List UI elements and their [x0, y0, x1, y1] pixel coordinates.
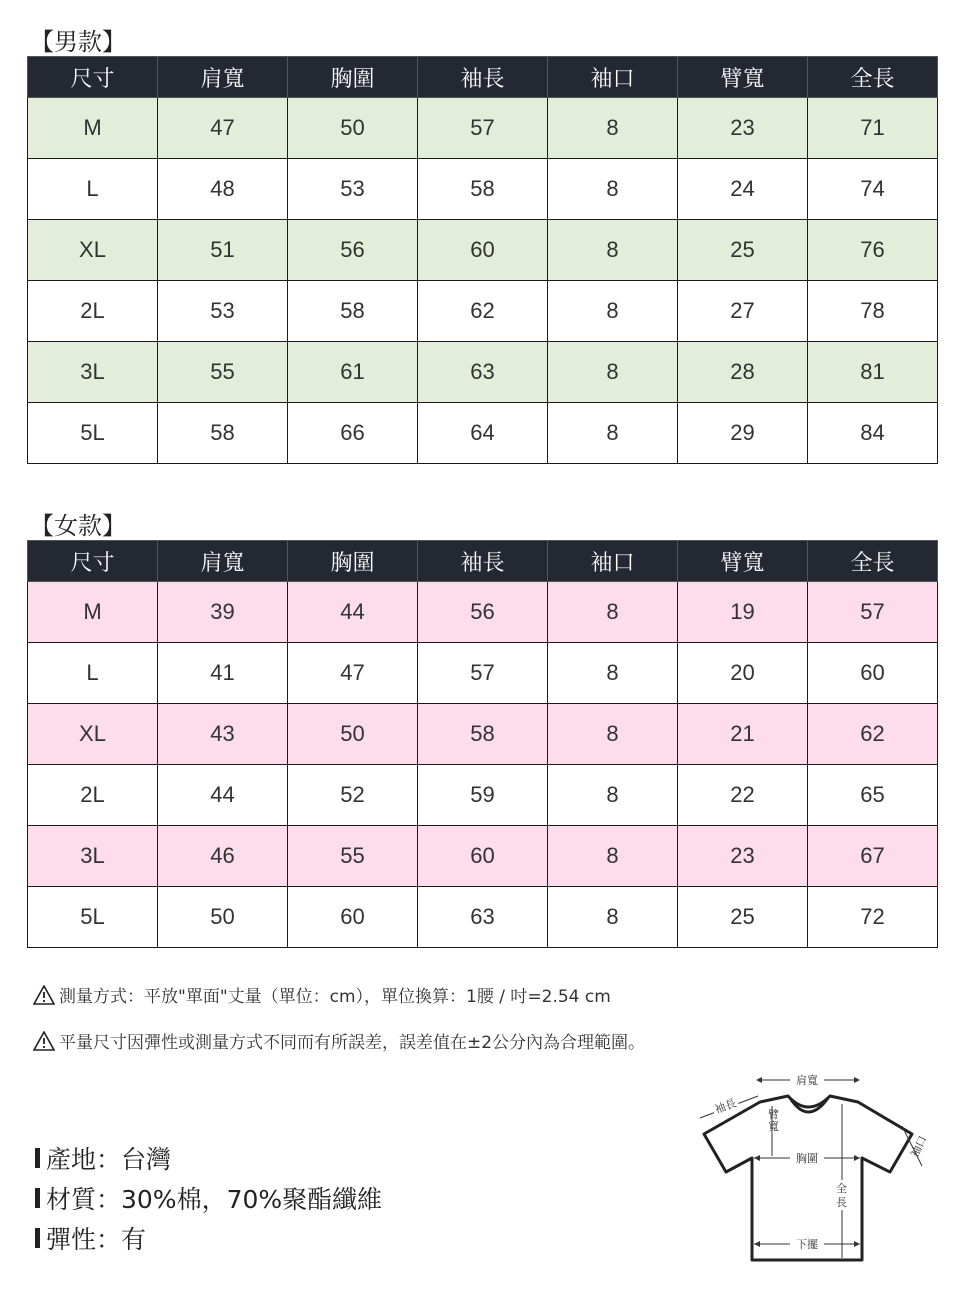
table-row	[28, 826, 938, 887]
column-header: 袖口	[548, 57, 678, 98]
arm-width-char-2: 寬	[768, 1120, 779, 1133]
value-cell: 44	[288, 582, 418, 643]
size-cell: M	[28, 98, 158, 159]
value-cell: 71	[808, 98, 938, 159]
value-cell: 63	[418, 342, 548, 403]
tshirt-measure-diagram	[690, 1068, 940, 1273]
value-cell: 28	[678, 342, 808, 403]
warning-icon	[33, 1031, 55, 1051]
women-section-title: 【女款】	[30, 512, 126, 540]
value-cell: 8	[548, 704, 678, 765]
value-cell: 55	[158, 342, 288, 403]
size-cell: M	[28, 582, 158, 643]
column-header: 尺寸	[28, 541, 158, 582]
value-cell: 57	[418, 643, 548, 704]
value-cell: 8	[548, 159, 678, 220]
table-row	[28, 159, 938, 220]
size-cell: 3L	[28, 826, 158, 887]
value-cell: 58	[288, 281, 418, 342]
size-cell: XL	[28, 220, 158, 281]
column-header: 臂寬	[678, 57, 808, 98]
table-row	[28, 643, 938, 704]
material-text: 材質：30%棉，70%聚酯纖維	[46, 1185, 383, 1214]
size-cell: 5L	[28, 887, 158, 948]
shoulder-label: 肩寬	[796, 1074, 818, 1087]
arm-width-char-1: 臂	[768, 1108, 779, 1121]
men-section-title: 【男款】	[30, 28, 126, 56]
value-cell: 8	[548, 887, 678, 948]
value-cell: 59	[418, 765, 548, 826]
column-header: 肩寬	[158, 57, 288, 98]
value-cell: 57	[418, 98, 548, 159]
chest-label: 胸圍	[796, 1152, 818, 1165]
value-cell: 8	[548, 281, 678, 342]
value-cell: 58	[158, 403, 288, 464]
column-header: 全長	[808, 541, 938, 582]
value-cell: 57	[808, 582, 938, 643]
column-header: 袖口	[548, 541, 678, 582]
value-cell: 62	[808, 704, 938, 765]
value-cell: 60	[288, 887, 418, 948]
value-cell: 51	[158, 220, 288, 281]
column-header: 尺寸	[28, 57, 158, 98]
value-cell: 21	[678, 704, 808, 765]
value-cell: 8	[548, 220, 678, 281]
column-header: 袖長	[418, 541, 548, 582]
value-cell: 63	[418, 887, 548, 948]
table-row	[28, 220, 938, 281]
size-cell: L	[28, 159, 158, 220]
value-cell: 64	[418, 403, 548, 464]
table-row	[28, 704, 938, 765]
length-char-1: 全	[836, 1182, 847, 1195]
value-cell: 60	[418, 220, 548, 281]
value-cell: 27	[678, 281, 808, 342]
column-header: 袖長	[418, 57, 548, 98]
value-cell: 72	[808, 887, 938, 948]
value-cell: 39	[158, 582, 288, 643]
table-row	[28, 403, 938, 464]
value-cell: 81	[808, 342, 938, 403]
size-cell: 3L	[28, 342, 158, 403]
value-cell: 19	[678, 582, 808, 643]
value-cell: 58	[418, 704, 548, 765]
bullet-bar	[35, 1188, 40, 1208]
men-size-table	[27, 56, 938, 464]
size-cell: XL	[28, 704, 158, 765]
bullet-bar	[35, 1148, 40, 1168]
value-cell: 25	[678, 887, 808, 948]
size-cell: 5L	[28, 403, 158, 464]
value-cell: 8	[548, 98, 678, 159]
value-cell: 43	[158, 704, 288, 765]
value-cell: 58	[418, 159, 548, 220]
column-header: 肩寬	[158, 541, 288, 582]
value-cell: 23	[678, 826, 808, 887]
value-cell: 8	[548, 342, 678, 403]
column-header: 胸圍	[288, 541, 418, 582]
value-cell: 62	[418, 281, 548, 342]
column-header: 胸圍	[288, 57, 418, 98]
warning-icon	[33, 985, 55, 1005]
value-cell: 60	[808, 643, 938, 704]
table-row	[28, 765, 938, 826]
table-row	[28, 281, 938, 342]
value-cell: 41	[158, 643, 288, 704]
value-cell: 46	[158, 826, 288, 887]
column-header: 臂寬	[678, 541, 808, 582]
women-table-body	[28, 582, 938, 948]
value-cell: 60	[418, 826, 548, 887]
value-cell: 50	[288, 98, 418, 159]
size-cell: 2L	[28, 281, 158, 342]
value-cell: 53	[158, 281, 288, 342]
men-table-body	[28, 98, 938, 464]
value-cell: 50	[158, 887, 288, 948]
elasticity-text: 彈性：有	[46, 1225, 147, 1254]
table-row	[28, 887, 938, 948]
origin-text: 產地：台灣	[46, 1145, 172, 1174]
measure-note	[33, 982, 611, 1007]
value-cell: 48	[158, 159, 288, 220]
value-cell: 56	[288, 220, 418, 281]
cuff-label: 袖口	[908, 1133, 930, 1160]
size-cell: 2L	[28, 765, 158, 826]
value-cell: 84	[808, 403, 938, 464]
value-cell: 56	[418, 582, 548, 643]
value-cell: 20	[678, 643, 808, 704]
size-cell: L	[28, 643, 158, 704]
value-cell: 8	[548, 826, 678, 887]
value-cell: 76	[808, 220, 938, 281]
bullet-bar	[35, 1228, 40, 1248]
tshirt-outline	[704, 1096, 912, 1260]
value-cell: 47	[288, 643, 418, 704]
value-cell: 8	[548, 643, 678, 704]
measure-note-text: 測量方式：平放"單面"丈量（單位：cm），單位換算：1腰 / 吋=2.54 cm	[59, 987, 611, 1007]
elasticity-info	[35, 1220, 146, 1256]
value-cell: 8	[548, 765, 678, 826]
value-cell: 74	[808, 159, 938, 220]
value-cell: 55	[288, 826, 418, 887]
value-cell: 24	[678, 159, 808, 220]
value-cell: 53	[288, 159, 418, 220]
value-cell: 8	[548, 582, 678, 643]
value-cell: 8	[548, 403, 678, 464]
column-header: 全長	[808, 57, 938, 98]
tolerance-note-text: 平量尺寸因彈性或測量方式不同而有所誤差，誤差值在±2公分內為合理範圍。	[59, 1033, 646, 1053]
value-cell: 44	[158, 765, 288, 826]
women-header-row	[28, 541, 938, 582]
material-info	[35, 1180, 382, 1216]
tolerance-note	[33, 1028, 645, 1053]
value-cell: 78	[808, 281, 938, 342]
length-char-2: 長	[836, 1196, 847, 1209]
table-row	[28, 582, 938, 643]
hem-label: 下擺	[796, 1238, 818, 1251]
women-size-table	[27, 540, 938, 948]
men-header-row	[28, 57, 938, 98]
table-row	[28, 98, 938, 159]
value-cell: 50	[288, 704, 418, 765]
value-cell: 61	[288, 342, 418, 403]
sleeve-length-label: 袖長	[712, 1096, 739, 1117]
table-row	[28, 342, 938, 403]
value-cell: 66	[288, 403, 418, 464]
value-cell: 29	[678, 403, 808, 464]
origin-info	[35, 1140, 171, 1176]
value-cell: 47	[158, 98, 288, 159]
value-cell: 25	[678, 220, 808, 281]
value-cell: 23	[678, 98, 808, 159]
value-cell: 67	[808, 826, 938, 887]
value-cell: 22	[678, 765, 808, 826]
value-cell: 52	[288, 765, 418, 826]
value-cell: 65	[808, 765, 938, 826]
